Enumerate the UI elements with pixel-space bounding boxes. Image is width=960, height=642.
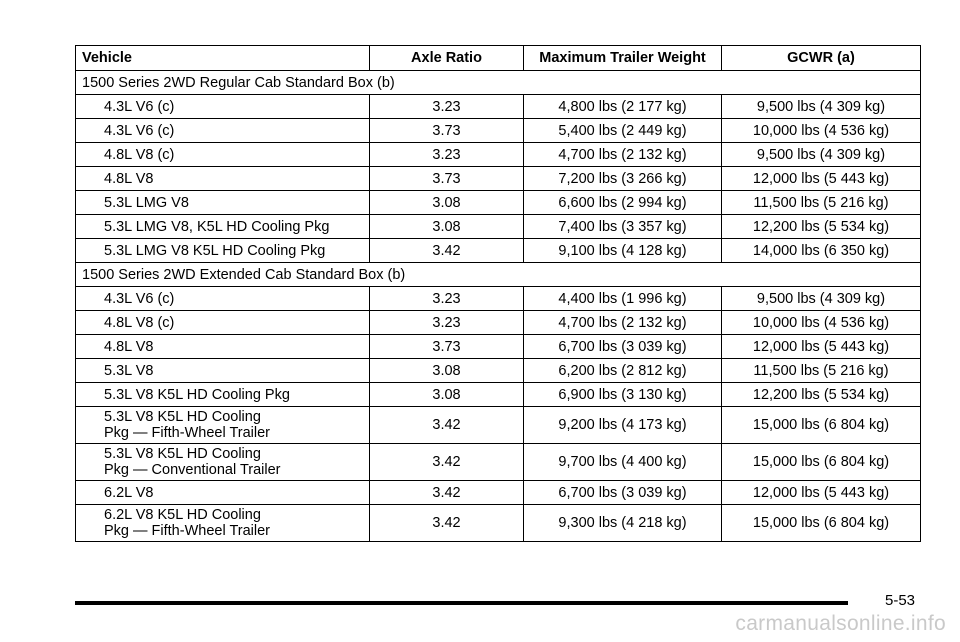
cell-gcwr: 10,000 lbs (4 536 kg) bbox=[722, 119, 921, 143]
cell-axle: 3.23 bbox=[370, 95, 524, 119]
table-row bbox=[76, 143, 921, 167]
cell-vehicle: 4.8L V8 bbox=[76, 167, 370, 191]
cell-gcwr: 9,500 lbs (4 309 kg) bbox=[722, 143, 921, 167]
cell-vehicle: 4.8L V8 bbox=[76, 335, 370, 359]
cell-axle: 3.42 bbox=[370, 407, 524, 444]
cell-weight: 4,800 lbs (2 177 kg) bbox=[524, 95, 722, 119]
table-row bbox=[76, 95, 921, 119]
trailer-weight-table bbox=[75, 45, 921, 542]
table-row bbox=[76, 287, 921, 311]
table-header-row bbox=[76, 46, 921, 71]
cell-axle: 3.23 bbox=[370, 287, 524, 311]
cell-vehicle: 5.3L V8 K5L HD Cooling Pkg bbox=[76, 383, 370, 407]
cell-vehicle: 5.3L V8 K5L HD Cooling Pkg — Fifth-Wheel Trailer bbox=[76, 407, 370, 444]
cell-weight: 4,400 lbs (1 996 kg) bbox=[524, 287, 722, 311]
cell-weight: 9,700 lbs (4 400 kg) bbox=[524, 444, 722, 481]
cell-axle: 3.42 bbox=[370, 239, 524, 263]
cell-gcwr: 12,000 lbs (5 443 kg) bbox=[722, 167, 921, 191]
page-number: 5-53 bbox=[885, 592, 916, 609]
cell-gcwr: 15,000 lbs (6 804 kg) bbox=[722, 407, 921, 444]
watermark: carmanualsonline.info bbox=[735, 612, 946, 635]
section-row bbox=[76, 263, 921, 287]
cell-weight: 6,700 lbs (3 039 kg) bbox=[524, 481, 722, 505]
cell-weight: 7,200 lbs (3 266 kg) bbox=[524, 167, 722, 191]
cell-axle: 3.23 bbox=[370, 143, 524, 167]
cell-gcwr: 11,500 lbs (5 216 kg) bbox=[722, 359, 921, 383]
table-row bbox=[76, 239, 921, 263]
cell-weight: 9,200 lbs (4 173 kg) bbox=[524, 407, 722, 444]
cell-vehicle: 6.2L V8 K5L HD Cooling Pkg — Fifth-Wheel Trailer bbox=[76, 505, 370, 542]
table-row bbox=[76, 215, 921, 239]
table-body bbox=[76, 71, 921, 542]
cell-axle: 3.08 bbox=[370, 215, 524, 239]
cell-weight: 6,900 lbs (3 130 kg) bbox=[524, 383, 722, 407]
cell-gcwr: 12,000 lbs (5 443 kg) bbox=[722, 335, 921, 359]
table-row bbox=[76, 481, 921, 505]
table-row bbox=[76, 407, 921, 444]
header-vehicle: Vehicle bbox=[76, 46, 370, 71]
cell-weight: 7,400 lbs (3 357 kg) bbox=[524, 215, 722, 239]
cell-gcwr: 11,500 lbs (5 216 kg) bbox=[722, 191, 921, 215]
footer-rule bbox=[75, 601, 848, 605]
header-axle-ratio: Axle Ratio bbox=[370, 46, 524, 71]
cell-vehicle: 5.3L V8 K5L HD Cooling Pkg — Conventional Trailer bbox=[76, 444, 370, 481]
table-row bbox=[76, 444, 921, 481]
table-row bbox=[76, 119, 921, 143]
cell-vehicle: 5.3L LMG V8 bbox=[76, 191, 370, 215]
cell-axle: 3.42 bbox=[370, 444, 524, 481]
cell-axle: 3.42 bbox=[370, 505, 524, 542]
cell-vehicle: 5.3L LMG V8 K5L HD Cooling Pkg bbox=[76, 239, 370, 263]
cell-vehicle: 4.3L V6 (c) bbox=[76, 95, 370, 119]
section-title: 1500 Series 2WD Regular Cab Standard Box (b) bbox=[76, 71, 921, 95]
cell-weight: 6,600 lbs (2 994 kg) bbox=[524, 191, 722, 215]
header-gcwr: GCWR (a) bbox=[722, 46, 921, 71]
cell-gcwr: 9,500 lbs (4 309 kg) bbox=[722, 287, 921, 311]
cell-weight: 4,700 lbs (2 132 kg) bbox=[524, 311, 722, 335]
cell-weight: 9,100 lbs (4 128 kg) bbox=[524, 239, 722, 263]
cell-weight: 6,700 lbs (3 039 kg) bbox=[524, 335, 722, 359]
cell-vehicle: 5.3L V8 bbox=[76, 359, 370, 383]
cell-gcwr: 15,000 lbs (6 804 kg) bbox=[722, 505, 921, 542]
table-row bbox=[76, 359, 921, 383]
cell-axle: 3.08 bbox=[370, 359, 524, 383]
cell-gcwr: 14,000 lbs (6 350 kg) bbox=[722, 239, 921, 263]
cell-axle: 3.73 bbox=[370, 335, 524, 359]
cell-vehicle: 5.3L LMG V8, K5L HD Cooling Pkg bbox=[76, 215, 370, 239]
table-row bbox=[76, 191, 921, 215]
cell-weight: 6,200 lbs (2 812 kg) bbox=[524, 359, 722, 383]
cell-weight: 4,700 lbs (2 132 kg) bbox=[524, 143, 722, 167]
cell-axle: 3.73 bbox=[370, 119, 524, 143]
cell-gcwr: 12,200 lbs (5 534 kg) bbox=[722, 383, 921, 407]
cell-axle: 3.42 bbox=[370, 481, 524, 505]
cell-axle: 3.73 bbox=[370, 167, 524, 191]
cell-vehicle: 4.3L V6 (c) bbox=[76, 119, 370, 143]
section-title: 1500 Series 2WD Extended Cab Standard Box (b) bbox=[76, 263, 921, 287]
cell-vehicle: 4.3L V6 (c) bbox=[76, 287, 370, 311]
cell-axle: 3.08 bbox=[370, 383, 524, 407]
table-row bbox=[76, 311, 921, 335]
cell-axle: 3.08 bbox=[370, 191, 524, 215]
cell-gcwr: 15,000 lbs (6 804 kg) bbox=[722, 444, 921, 481]
cell-gcwr: 12,000 lbs (5 443 kg) bbox=[722, 481, 921, 505]
cell-gcwr: 10,000 lbs (4 536 kg) bbox=[722, 311, 921, 335]
cell-weight: 5,400 lbs (2 449 kg) bbox=[524, 119, 722, 143]
cell-gcwr: 12,200 lbs (5 534 kg) bbox=[722, 215, 921, 239]
section-row bbox=[76, 71, 921, 95]
cell-weight: 9,300 lbs (4 218 kg) bbox=[524, 505, 722, 542]
table-row bbox=[76, 505, 921, 542]
header-max-trailer-weight: Maximum Trailer Weight bbox=[524, 46, 722, 71]
cell-gcwr: 9,500 lbs (4 309 kg) bbox=[722, 95, 921, 119]
cell-vehicle: 4.8L V8 (c) bbox=[76, 311, 370, 335]
cell-vehicle: 6.2L V8 bbox=[76, 481, 370, 505]
table-row bbox=[76, 335, 921, 359]
table-row bbox=[76, 383, 921, 407]
cell-vehicle: 4.8L V8 (c) bbox=[76, 143, 370, 167]
table-row bbox=[76, 167, 921, 191]
cell-axle: 3.23 bbox=[370, 311, 524, 335]
